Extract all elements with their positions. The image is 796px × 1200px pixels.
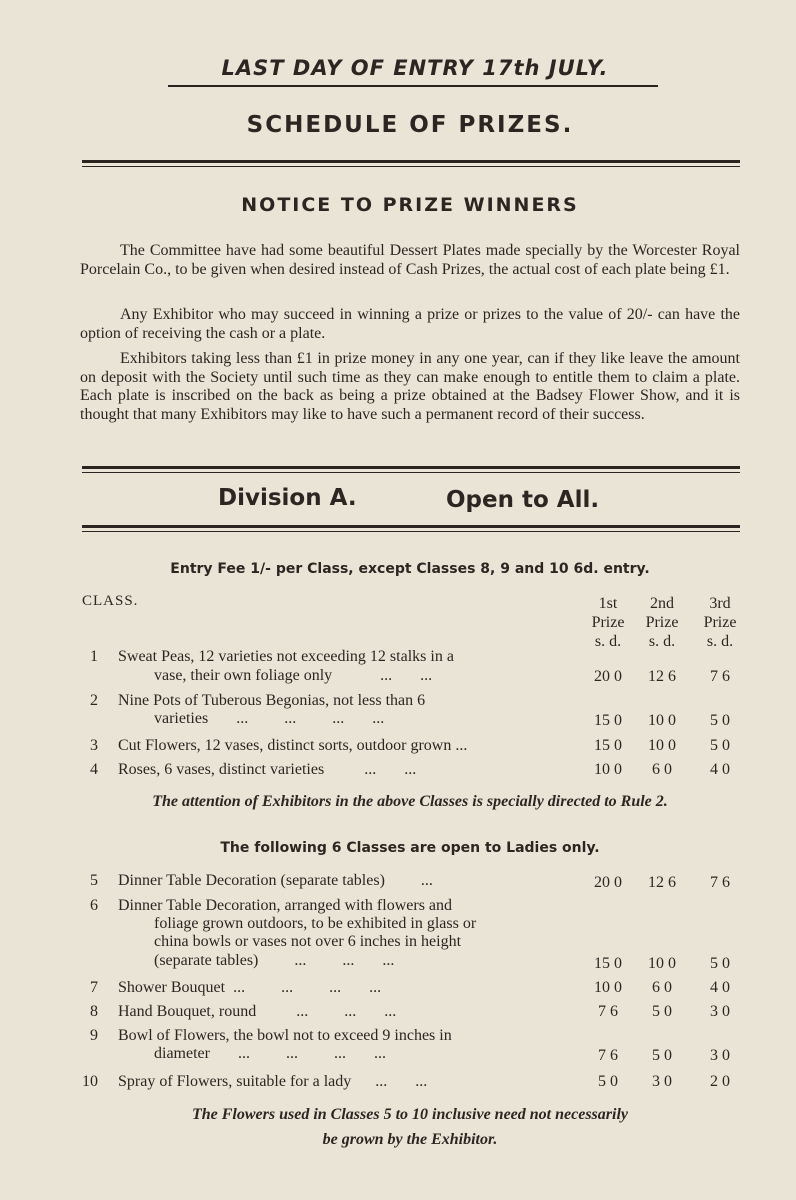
class-row-7 [82,979,742,999]
first-prize: 15 0 [594,712,622,729]
prize-2-ord: 2nd [650,595,674,612]
second-prize: 12 6 [648,668,676,685]
class-number: 8 [90,1003,98,1020]
first-prize: 20 0 [594,668,622,685]
second-prize: 5 0 [652,1003,672,1020]
third-prize: 2 0 [710,1073,730,1090]
class-number: 4 [90,761,98,778]
entry-fee: Entry Fee 1/- per Class, except Classes 8, 9 and 10 6d. entry. [170,561,650,577]
class-row-10 [82,1073,742,1093]
class-number: 6 [90,897,98,914]
class-number: 5 [90,872,98,889]
prize-1-ord: 1st [598,595,618,612]
class-description-cont: varieties ... ... ... ... [154,710,385,727]
third-prize: 3 0 [710,1047,730,1064]
class-row-8 [82,1003,742,1023]
class-row-2 [82,692,742,734]
divider-3b [82,531,740,532]
class-description: Dinner Table Decoration (separate tables) ... [118,872,433,889]
first-prize: 10 0 [594,761,622,778]
second-prize: 6 0 [652,761,672,778]
class-description: Roses, 6 vases, distinct varieties ... ... [118,761,417,778]
note-flowers-line-2: be grown by the Exhibitor. [322,1131,498,1148]
second-prize: 10 0 [648,712,676,729]
note-rule-2: The attention of Exhibitors in the above Classes is specially directed to Rule 2. [152,793,668,810]
class-number: 3 [90,737,98,754]
third-prize: 5 0 [710,712,730,729]
class-description: Nine Pots of Tuberous Begonias, not less than 6 [118,692,426,709]
prize-2-word: Prize [645,614,679,631]
first-prize: 5 0 [598,1073,618,1090]
class-description-cont: china bowls or vases not over 6 inches in height [154,933,462,950]
notice-paragraph-3: Exhibitors taking less than £1 in prize money in any one year, can if they like leave the amount on deposit with the Society until such time as they can make enough to entitle them to claim a plate. Each plate is inscribed on the back as being a prize obtained at the Badsey Flower Show, and it is thought that many Exhibitors may like to have such a permanent record of their success. [80,350,740,423]
divider-2b [82,472,740,473]
class-row-1 [82,648,742,690]
schedule-title: SCHEDULE OF PRIZES. [246,112,574,138]
prize-3-word: Prize [703,614,737,631]
class-row-6 [82,897,742,975]
class-description: Cut Flowers, 12 vases, distinct sorts, outdoor grown ... [118,737,468,754]
first-prize: 20 0 [594,874,622,891]
first-prize: 7 6 [598,1047,618,1064]
notice-title: NOTICE TO PRIZE WINNERS [241,194,579,216]
third-prize: 5 0 [710,955,730,972]
first-prize: 15 0 [594,737,622,754]
division-name: Division A. [218,485,357,511]
class-number: 10 [82,1073,98,1090]
second-prize: 10 0 [648,737,676,754]
second-prize: 5 0 [652,1047,672,1064]
class-description: Bowl of Flowers, the bowl not to exceed 9 inches in [118,1027,452,1044]
prize-1-unit: s. d. [594,633,622,650]
class-number: 1 [90,648,98,665]
class-number: 7 [90,979,98,996]
division-open: Open to All. [446,487,600,513]
second-prize: 10 0 [648,955,676,972]
prize-1-word: Prize [591,614,625,631]
class-description-cont: vase, their own foliage only ... ... [154,667,433,684]
class-description: Shower Bouquet ... ... ... ... [118,979,382,996]
class-row-4 [82,761,742,781]
first-prize: 7 6 [598,1003,618,1020]
notice-paragraph-1: The Committee have had some beautiful Dessert Plates made specially by the Worcester Royal Porcelain Co., to be given when desired instead of Cash Prizes, the actual cost of each plate being £1. [80,242,740,278]
third-prize: 5 0 [710,737,730,754]
class-row-3 [82,737,742,757]
note-flowers-line-1: The Flowers used in Classes 5 to 10 inclusive need not necessarily [191,1106,628,1123]
class-description: Sweat Peas, 12 varieties not exceeding 12 stalks in a [118,648,454,665]
deadline-underline [168,85,658,87]
third-prize: 4 0 [710,979,730,996]
class-header: CLASS. [82,593,139,609]
notice-paragraph-2: Any Exhibitor who may succeed in winning a prize or prizes to the value of 20/- can have the option of receiving the cash or a plate. [80,306,740,342]
prize-3-unit: s. d. [706,633,734,650]
divider-3 [82,525,740,528]
third-prize: 7 6 [710,668,730,685]
class-row-5 [82,872,742,892]
class-description-cont: (separate tables) ... ... ... [154,952,395,969]
class-description: Dinner Table Decoration, arranged with flowers and [118,897,453,914]
second-prize: 12 6 [648,874,676,891]
class-description: Hand Bouquet, round ... ... ... [118,1003,397,1020]
divider-1 [82,160,740,163]
prize-3-ord: 3rd [709,595,731,612]
class-description: Spray of Flowers, suitable for a lady ... ... [118,1073,428,1090]
second-prize: 3 0 [652,1073,672,1090]
class-description-cont: diameter ... ... ... ... [154,1045,386,1062]
first-prize: 10 0 [594,979,622,996]
third-prize: 7 6 [710,874,730,891]
divider-2 [82,466,740,469]
entry-deadline: LAST DAY OF ENTRY 17th JULY. [221,56,609,80]
first-prize: 15 0 [594,955,622,972]
class-number: 2 [90,692,98,709]
class-row-9 [82,1027,742,1069]
second-prize: 6 0 [652,979,672,996]
class-description-cont: foliage grown outdoors, to be exhibited in glass or [154,915,477,932]
third-prize: 3 0 [710,1003,730,1020]
third-prize: 4 0 [710,761,730,778]
divider-1b [82,166,740,167]
ladies-header: The following 6 Classes are open to Ladies only. [220,840,600,856]
prize-2-unit: s. d. [648,633,676,650]
class-number: 9 [90,1027,98,1044]
